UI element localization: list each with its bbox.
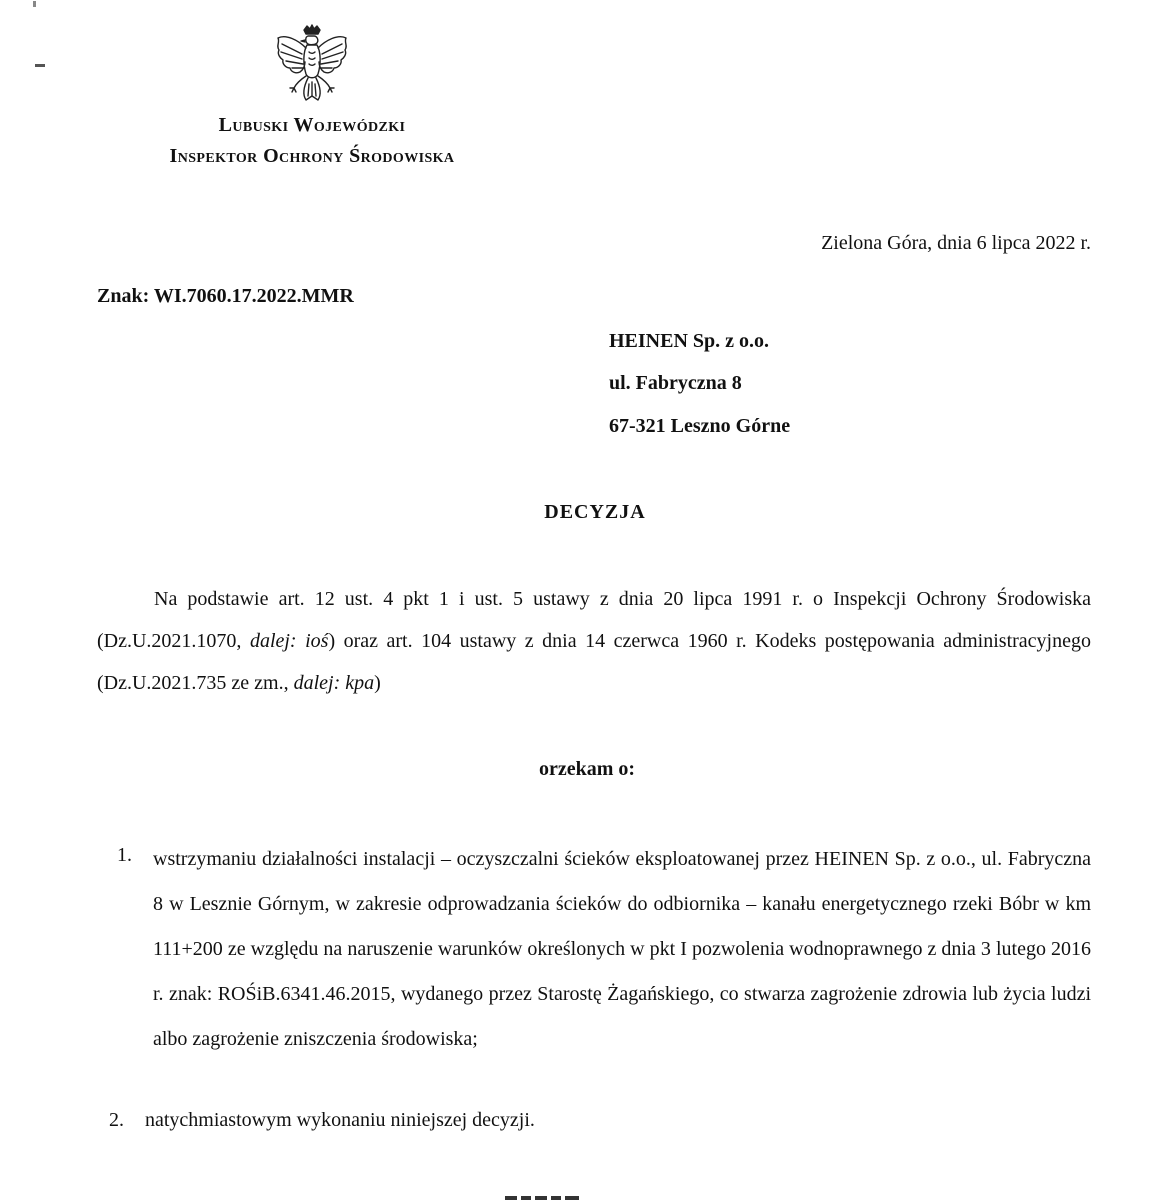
list-item-number: 1.	[117, 844, 132, 866]
scan-mark	[33, 1, 36, 7]
polish-eagle-emblem-icon	[272, 24, 352, 108]
ruling-intro: orzekam o:	[538, 758, 636, 780]
scan-mark	[35, 64, 45, 67]
list-item-text: natychmiastowym wykonaniu niniejszej decyzji.	[145, 1109, 535, 1131]
list-item-text: wstrzymaniu działalności instalacji – oczyszczalni ścieków eksploatowanej przez HEINEN Sp. z o.o., ul. Fabryczna 8 w Lesznie Górnym, w zakresie odprowadzania ścieków do odbiornika – kanału energetycznego rzeki Bóbr w km 111+200 ze względu na naruszenie warunków określonych w pkt I pozwolenia wodnoprawnego z dnia 3 lutego 2016 r. znak: ROŚiB.6341.46.2015, wydanego przez Starostę Żagańskiego, co stwarza zagrożenie zdrowia lub życia ludzi albo zagrożenie zniszczenia środowiska;	[153, 848, 1091, 1050]
cut-off-text-fragment	[505, 1192, 585, 1200]
authority-name-line1: Lubuski Wojewódzki	[218, 114, 406, 136]
legal-basis-text-3: )	[374, 672, 381, 694]
recipient-city: 67-321 Leszno Górne	[609, 415, 791, 437]
document-title: DECYZJA	[544, 501, 646, 523]
legal-basis-text-2: ) oraz art. 104 ustawy z dnia 14 czerwca 1960 r. Kodeks postępowania administracyjnego (Dz.U.2021.735 ze zm.,	[97, 630, 1091, 694]
legal-basis-abbr-2: dalej: kpa	[293, 672, 375, 694]
authority-name-line2: Inspektor Ochrony Środowiska	[169, 145, 455, 167]
reference-number: Znak: WI.7060.17.2022.MMR	[97, 285, 354, 307]
recipient-street: ul. Fabryczna 8	[609, 372, 742, 394]
list-item-number: 2.	[109, 1109, 124, 1131]
legal-basis-paragraph	[97, 578, 1091, 704]
legal-basis-text-1: Na podstawie art. 12 ust. 4 pkt 1 i ust. 5 ustawy z dnia 20 lipca 1991 r. o Inspekcji Ochrony Środowiska (Dz.U.2021.1070,	[97, 588, 1091, 652]
document-date: Zielona Góra, dnia 6 lipca 2022 r.	[821, 232, 1091, 254]
legal-basis-abbr-1: dalej: ioś	[249, 630, 329, 652]
recipient-name: HEINEN Sp. z o.o.	[609, 330, 770, 352]
